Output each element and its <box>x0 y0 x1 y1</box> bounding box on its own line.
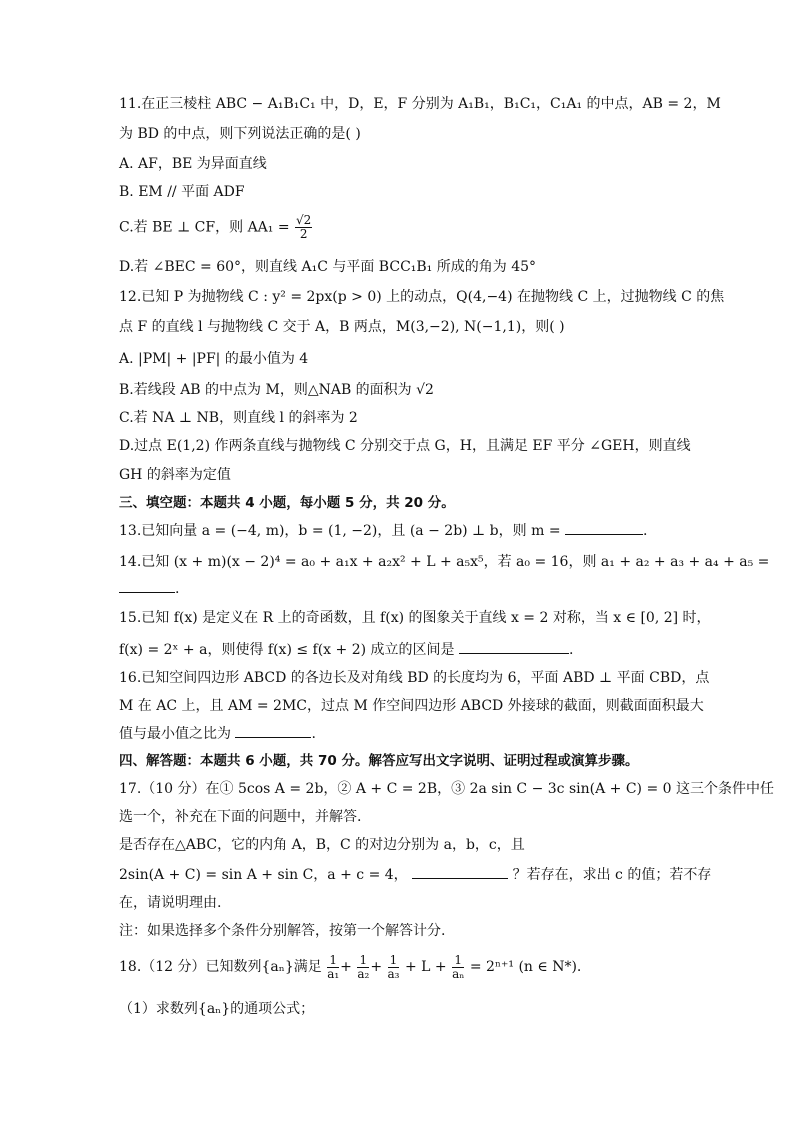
answer-blank <box>235 725 311 738</box>
answer-blank <box>459 641 569 654</box>
q14-line2 <box>119 580 179 598</box>
q14-end: . <box>175 581 180 597</box>
q18-suffix: = 2ⁿ⁺¹ (n ∈ N*). <box>469 959 582 975</box>
fraction-denominator: a₂ <box>357 966 370 981</box>
q16-line2: M 在 AC 上，且 AM = 2MC，过点 M 作空间四边形 ABCD 外接球的截面，则截面面积最大 <box>119 698 704 714</box>
q13-text: 13.已知向量 a = (−4, m)，b = (1, −2)，且 (a − 2b) ⊥ b，则 m = <box>119 523 561 539</box>
q18-line: 18.（12 分）已知数列{aₙ}满足 $\frac{1}{\text{a₁}}$ + $\frac{1}{\text{a₂}}$ + $\frac{1}{\text{a₃}}$ + L + $\frac{1}{\text{aₙ}}$ = 2ⁿ⁺¹ (n ∈ N*). <box>119 952 582 981</box>
section-3-heading: 三、填空题：本题共 4 小题，每小题 5 分，共 20 分。 <box>119 495 455 511</box>
q12-option-d-line1: D.过点 E(1,2) 作两条直线与抛物线 C 分别交于点 G，H，且满足 EF 平分 ∠GEH，则直线 <box>119 438 691 454</box>
q16-end: . <box>311 726 316 742</box>
q14-line1: 14.已知 (x + m)(x − 2)⁴ = a₀ + a₁x + a₂x² + L + a₅x⁵，若 a₀ = 16，则 a₁ + a₂ + a₃ + a₄ + a₅ = <box>119 554 770 570</box>
q12-line1: 12.已知 P 为抛物线 C : y² = 2px(p > 0) 上的动点，Q(4,−4) 在抛物线 C 上，过抛物线 C 的焦 <box>119 289 725 305</box>
q16-line1: 16.已知空间四边形 ABCD 的各边长及对角线 BD 的长度均为 6，平面 ABD ⊥ 平面 CBD，点 <box>119 670 710 686</box>
q16-line3 <box>119 725 316 743</box>
q18-fraction-3 <box>388 954 400 981</box>
q15-end: . <box>568 642 574 658</box>
q15-line1: 15.已知 f(x) 是定义在 R 上的奇函数，且 f(x) 的图象关于直线 x = 2 对称，当 x ∈ [0, 2] 时， <box>119 610 711 626</box>
section-4-heading: 四、解答题：本题共 6 小题，共 70 分。解答应写出文字说明、证明过程或演算步骤。 <box>119 753 639 769</box>
q18-subquestion-1: （1）求数列{aₙ}的通项公式； <box>119 1001 315 1017</box>
q17-line4-suffix: ？若存在，求出 c 的值；若不存 <box>512 867 712 883</box>
q18-fraction-1 <box>327 954 339 981</box>
q11-line2: 为 BD 的中点，则下列说法正确的是( ) <box>119 126 361 142</box>
fraction-numerator: 1 <box>452 954 464 968</box>
q12-option-b: B.若线段 AB 的中点为 M，则△NAB 的面积为 √2 <box>119 382 434 398</box>
q18-fraction-2 <box>357 954 369 981</box>
fraction-numerator: 1 <box>327 954 339 968</box>
q17-line4 <box>119 866 711 884</box>
q11-option-a: A. AF，BE 为异面直线 <box>119 156 267 172</box>
q17-line1: 17.（10 分）在① 5cos A = 2b，② A + C = 2B，③ 2a sin C − 3c sin(A + C) = 0 这三个条件中任 <box>119 781 774 797</box>
q12-option-d-line2: GH 的斜率为定值 <box>119 467 231 483</box>
q18-fraction-n <box>452 954 464 981</box>
fraction-denominator: a₃ <box>387 966 400 981</box>
q17-line3: 是否存在△ABC，它的内角 A，B，C 的对边分别为 a，b，c，且 <box>119 837 525 853</box>
answer-blank <box>565 522 643 535</box>
q11-option-c-fraction <box>295 214 312 241</box>
q12-line2: 点 F 的直线 l 与抛物线 C 交于 A，B 两点，M(3,−2), N(−1,1)，则( ) <box>119 319 565 335</box>
fraction-numerator: 1 <box>388 954 400 968</box>
answer-blank <box>412 866 508 879</box>
q17-note: 注：如果选择多个条件分别解答，按第一个解答计分. <box>119 923 446 939</box>
q17-line5: 在，请说明理由. <box>119 895 222 911</box>
q17-line4-prefix: 2sin(A + C) = sin A + sin C，a + c = 4， <box>119 867 408 883</box>
q11-option-c <box>119 214 313 241</box>
q13-end: . <box>643 523 648 539</box>
q15-text: f(x) = 2ˣ + a，则使得 f(x) ≤ f(x + 2) 成立的区间是 <box>119 642 455 658</box>
q12-option-c: C.若 NA ⊥ NB，则直线 l 的斜率为 2 <box>119 410 358 426</box>
answer-blank <box>119 580 175 593</box>
fraction-denominator: aₙ <box>452 966 465 981</box>
fraction-numerator: √2 <box>296 213 312 227</box>
q12-option-a: A. |PM| + |PF| 的最小值为 4 <box>119 351 309 367</box>
q11-option-c-prefix: C.若 BE ⊥ CF，则 AA₁ = <box>119 219 290 236</box>
fraction-numerator: 1 <box>357 954 369 968</box>
q11-option-b: B. EM // 平面 ADF <box>119 184 245 200</box>
q13-line <box>119 522 647 540</box>
q18-prefix: 18.（12 分）已知数列{aₙ}满足 <box>119 959 322 975</box>
q17-line2: 选一个，补充在下面的问题中，并解答. <box>119 809 362 825</box>
q11-line1: 11.在正三棱柱 ABC − A₁B₁C₁ 中，D，E，F 分别为 A₁B₁，B₁C₁，C₁A₁ 的中点，AB = 2，M <box>119 96 721 112</box>
fraction-denominator: a₁ <box>327 966 340 981</box>
q18-ellipsis: + L + <box>404 959 447 975</box>
fraction-denominator: 2 <box>299 227 308 241</box>
q16-text: 值与最小值之比为 <box>119 726 231 742</box>
q11-option-d: D.若 ∠BEC = 60°，则直线 A₁C 与平面 BCC₁B₁ 所成的角为 45° <box>119 259 537 275</box>
q15-line2 <box>119 641 573 659</box>
